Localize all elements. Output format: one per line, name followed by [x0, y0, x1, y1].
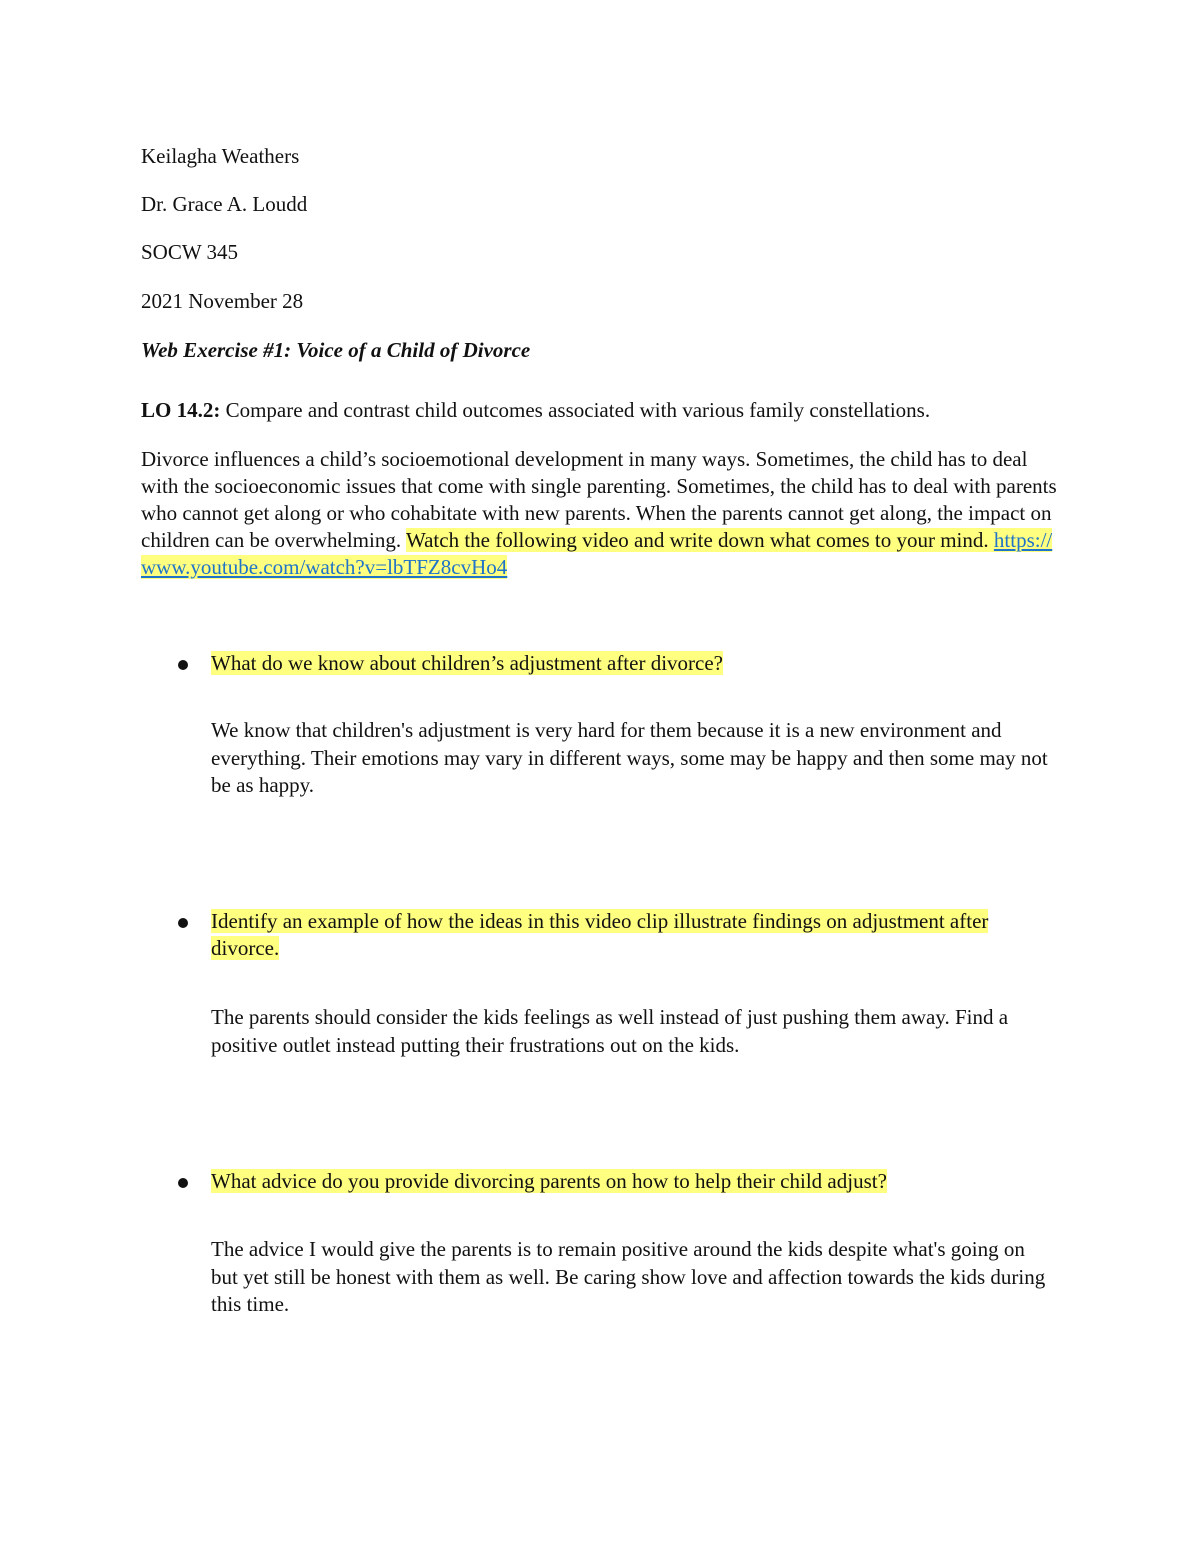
answer-text: The parents should consider the kids feelings as well instead of just pushing them away. Find a positive outlet instead putting their frustrations out on the kids. — [211, 1005, 1009, 1057]
student-name: Keilagha Weathers — [141, 144, 300, 168]
question-text: What advice do you provide divorcing parents on how to help their child adjust? — [211, 1169, 887, 1193]
bullet-icon — [178, 1178, 188, 1188]
answer-text: The advice I would give the parents is to remain positive around the kids despite what's going on but yet still be honest with them as well. Be caring show love and affection towards the kids during this time. — [211, 1237, 1046, 1316]
question-text: Identify an example of how the ideas in this video clip illustrate findings on adjustment after divorce. — [211, 909, 989, 960]
intro-text: Divorce influences a child’s socioemotional development in many ways. Sometimes, the child has to deal with the socioeconomic issues that come with single parenting. Sometimes, the child has to deal with parents who cannot get along or who cohabitate with new parents. When the parents cannot get along, the impact on children can be overwhelming. — [141, 447, 1057, 552]
document-title: Web Exercise #1: Voice of a Child of Divorce — [141, 338, 531, 362]
objective-text: Compare and contrast child outcomes associated with various family constellations. — [220, 398, 931, 422]
answer-text: We know that children's adjustment is very hard for them because it is a new environment and everything. Their emotions may vary in different ways, some may be happy and then some may not be as happy. — [211, 718, 1048, 797]
instructor-name: Dr. Grace A. Loudd — [141, 192, 308, 216]
intro-highlight: Watch the following video and write down what comes to your mind. — [405, 528, 989, 552]
intro-paragraph — [141, 446, 1061, 581]
learning-objective — [141, 397, 930, 424]
course-code: SOCW 345 — [141, 240, 239, 264]
question-text: What do we know about children’s adjustment after divorce? — [211, 651, 723, 675]
bullet-icon — [178, 660, 188, 670]
video-link[interactable]: https://www.youtube.com/watch?v=lbTFZ8cvHo4 — [141, 528, 1053, 579]
objective-label: LO 14.2: — [141, 398, 221, 422]
document-date: 2021 November 28 — [141, 289, 304, 313]
bullet-icon — [178, 918, 188, 928]
